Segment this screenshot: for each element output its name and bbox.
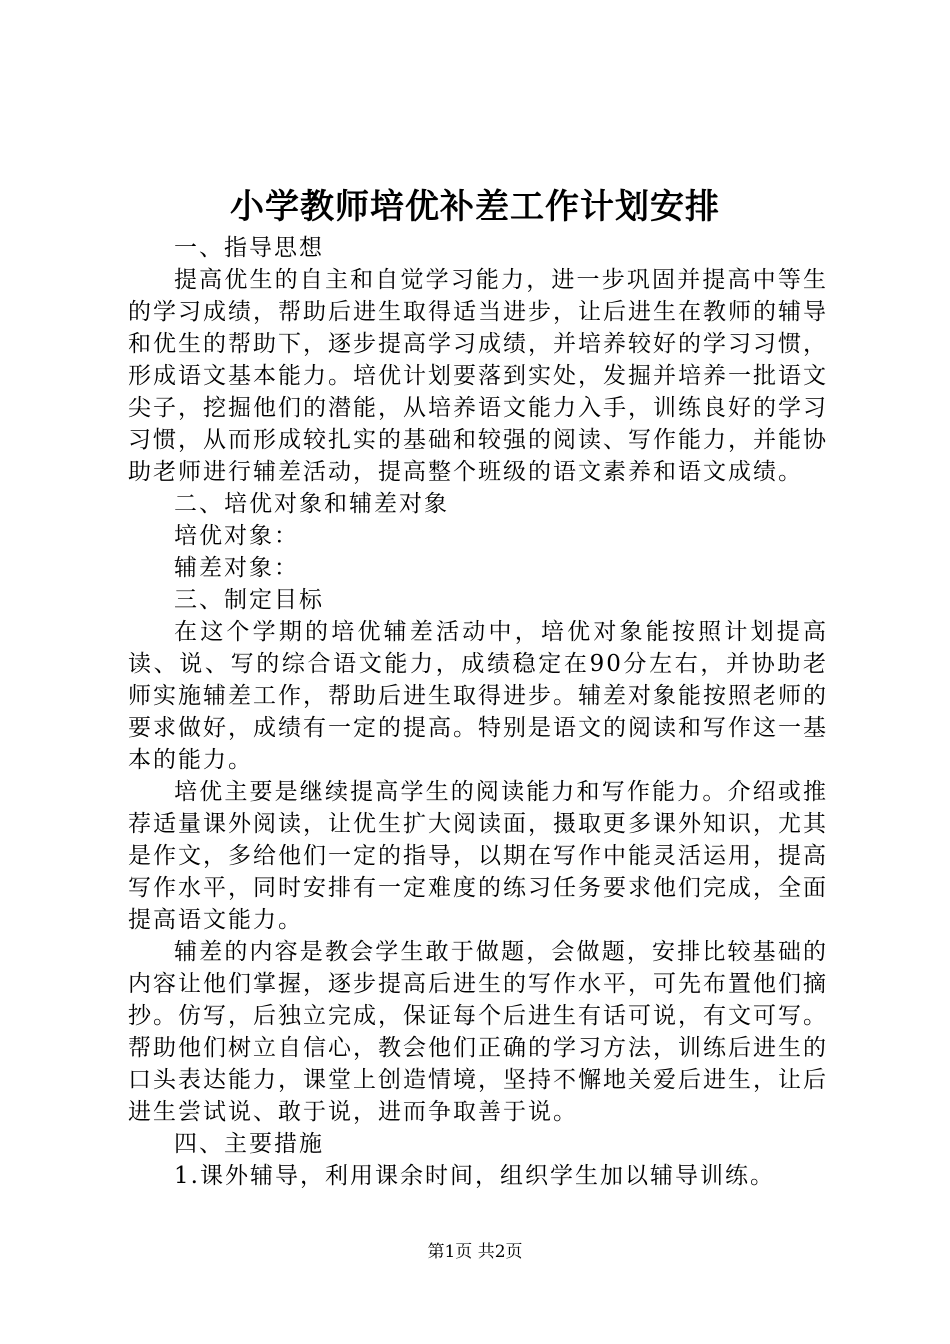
section-heading-targets: 二、培优对象和辅差对象 xyxy=(174,491,449,517)
section-heading-guiding-ideology: 一、指导思想 xyxy=(174,235,324,261)
section-heading-goals: 三、制定目标 xyxy=(174,587,324,613)
paragraph-remedial-training: 辅差的内容是教会学生敢于做题，会做题，安排比较基础的内容让他们掌握，逐步提高后进生的写作水平，可先布置他们摘抄。仿写，后独立完成，保证每个后进生有话可说，有文可写。帮助他们树立自信心，教会他们正确的学习方法，训练后进生的口头表达能力，课堂上创造情境，坚持不懈地关爱后进生，让后进生尝试说、敢于说，进而争取善于说。 xyxy=(128,939,828,1125)
page-footer: 第1页 共2页 xyxy=(427,1242,523,1262)
paragraph-guiding-ideology: 提高优生的自主和自觉学习能力，进一步巩固并提高中等生的学习成绩，帮助后进生取得适当进步，让后进生在教师的辅导和优生的帮助下，逐步提高学习成绩，并培养较好的学习习惯，形成语文基本能力。培优计划要落到实处，发掘并培养一批语文尖子，挖掘他们的潜能，从培养语文能力入手，训练良好的学习习惯，从而形成较扎实的基础和较强的阅读、写作能力，并能协助老师进行辅差活动，提高整个班级的语文素养和语文成绩。 xyxy=(128,267,828,485)
line-struggling-students: 辅差对象： xyxy=(174,555,299,581)
document-title: 小学教师培优补差工作计划安排 xyxy=(230,187,720,227)
document-body xyxy=(128,232,828,1192)
paragraph-measure-1: 1.课外辅导，利用课余时间，组织学生加以辅导训练。 xyxy=(174,1163,775,1189)
section-heading-measures: 四、主要措施 xyxy=(174,1131,324,1157)
paragraph-advanced-training: 培优主要是继续提高学生的阅读能力和写作能力。介绍或推荐适量课外阅读，让优生扩大阅读面，摄取更多课外知识，尤其是作文，多给他们一定的指导，以期在写作中能灵活运用，提高写作水平，同时安排有一定难度的练习任务要求他们完成，全面提高语文能力。 xyxy=(128,779,828,933)
line-advanced-students: 培优对象： xyxy=(174,523,299,549)
paragraph-goals: 在这个学期的培优辅差活动中，培优对象能按照计划提高读、说、写的综合语文能力，成绩稳定在90分左右，并协助老师实施辅差工作，帮助后进生取得进步。辅差对象能按照老师的要求做好，成绩有一定的提高。特别是语文的阅读和写作这一基本的能力。 xyxy=(128,619,828,773)
